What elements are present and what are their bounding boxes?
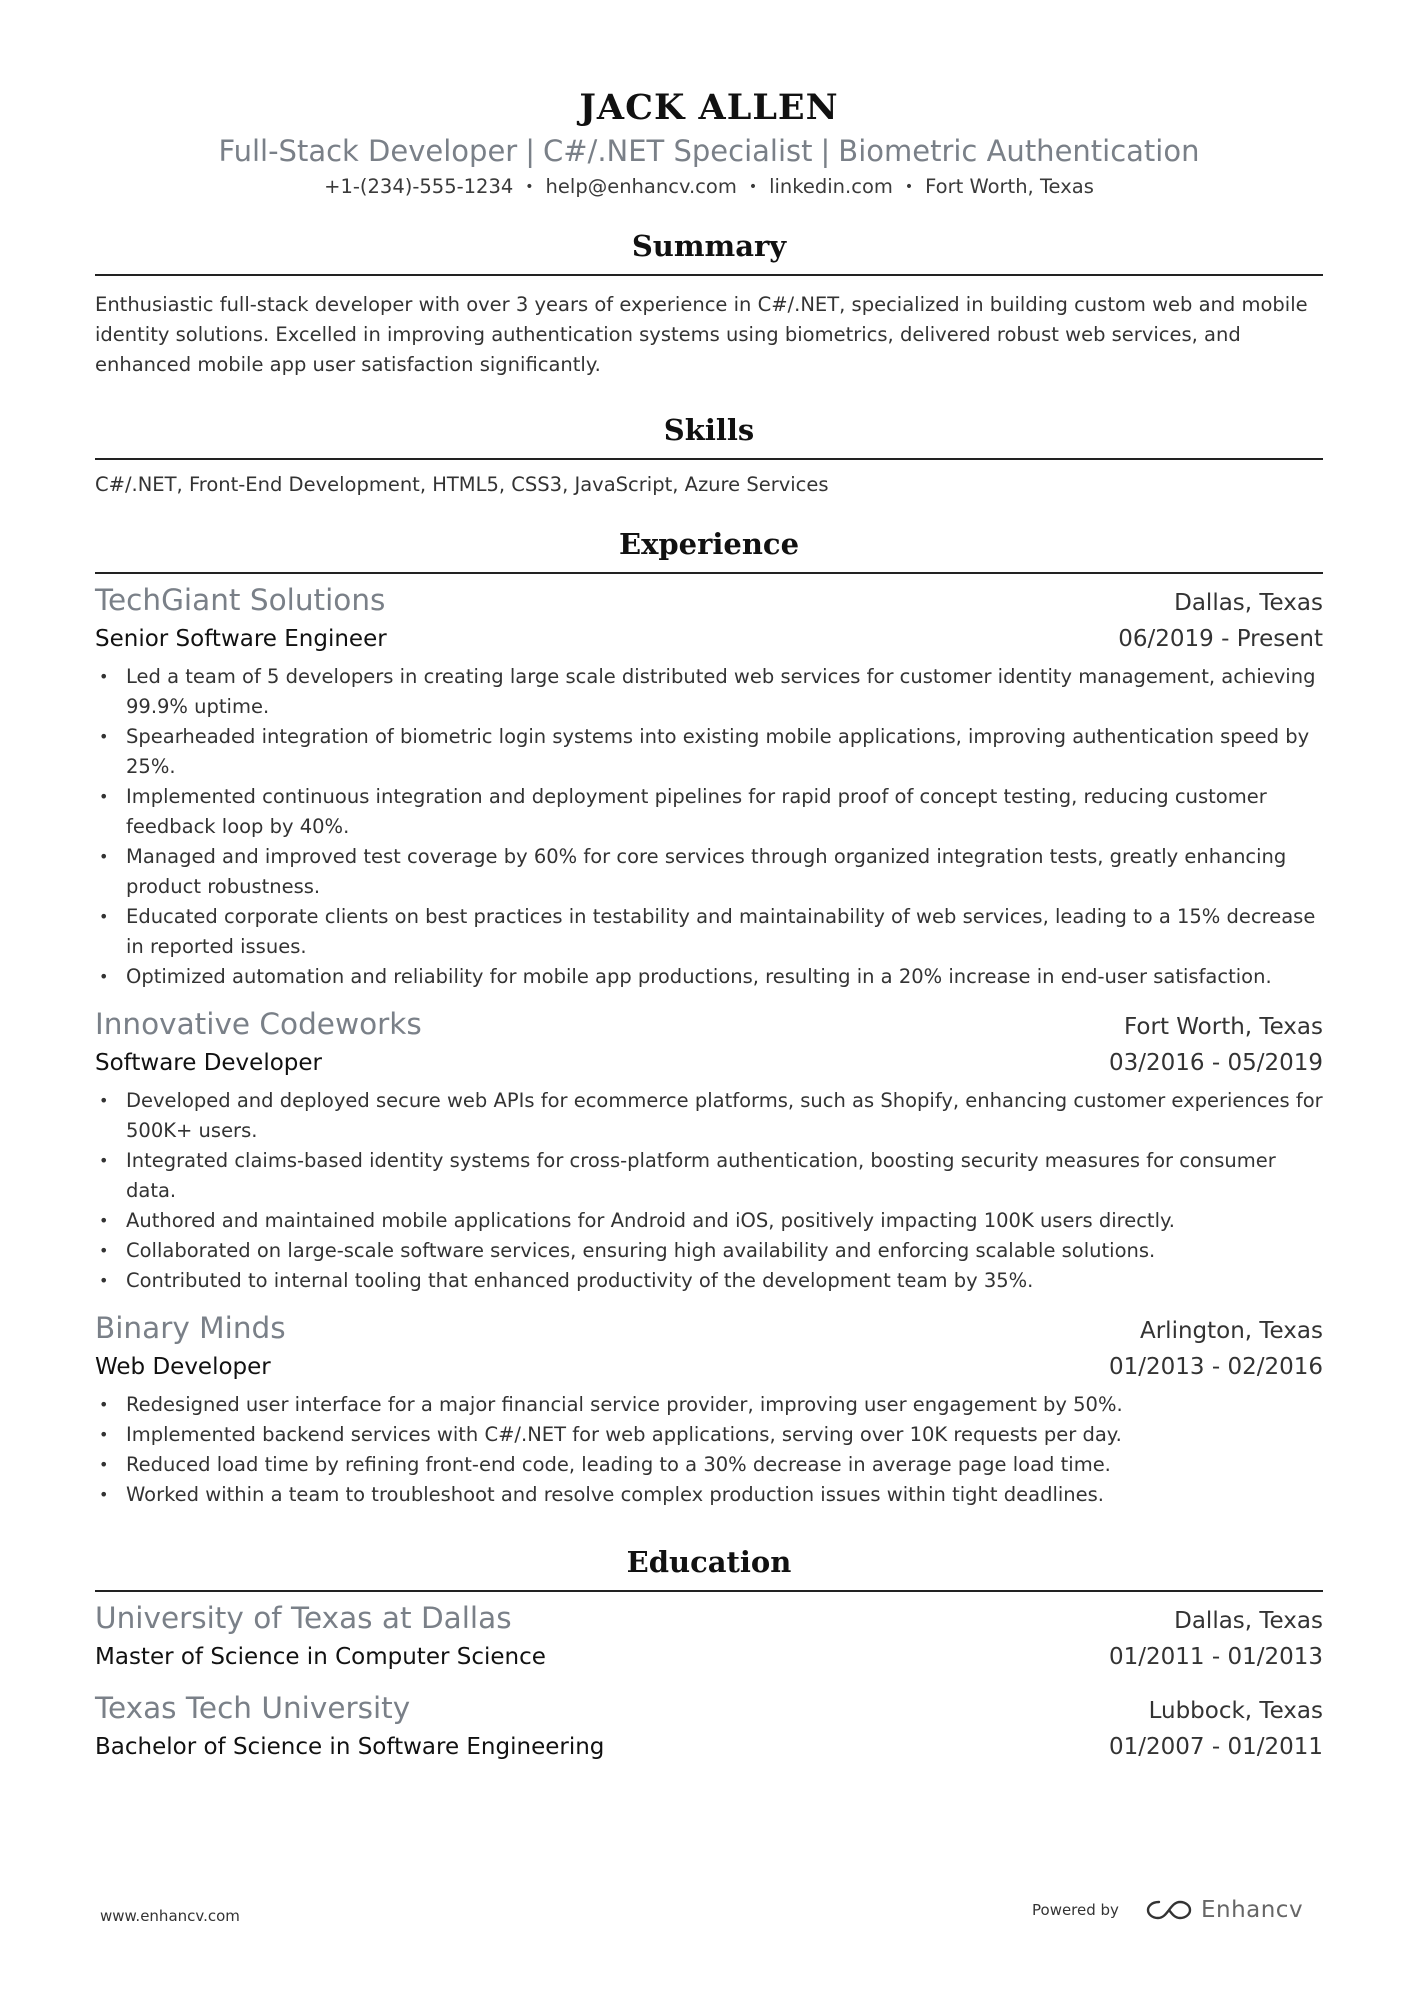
- job-dates: 06/2019 - Present: [1118, 626, 1323, 652]
- title-separator: |: [820, 134, 831, 168]
- title-part: Biometric Authentication: [838, 134, 1200, 168]
- contact-separator: •: [904, 179, 914, 195]
- education-dates: 01/2011 - 01/2013: [1108, 1644, 1323, 1670]
- job-role: Software Developer: [95, 1050, 322, 1076]
- footer-branding: [1032, 1897, 1303, 1923]
- company-name: Innovative Codeworks: [95, 1007, 422, 1041]
- brand-name: Enhancv: [1200, 1897, 1304, 1923]
- contact-separator: •: [525, 179, 534, 195]
- job-bullet: • Implemented continuous integration and deployment pipelines for rapid proof of concept testing, reducing customer feedback loop by 40%.: [95, 782, 1323, 842]
- degree: Bachelor of Science in Software Engineering: [95, 1734, 605, 1760]
- job-bullet: • Educated corporate clients on best practices in testability and maintainability of web services, leading to a 15% decrease in reported issues.: [95, 902, 1323, 962]
- skills-section: [95, 410, 1323, 500]
- title-part: C#/.NET Specialist: [543, 134, 813, 168]
- section-divider: [95, 274, 1323, 276]
- job-bullet: • Implemented backend services with C#/.NET for web applications, serving over 10K requests per day.: [95, 1420, 1323, 1450]
- contact-email[interactable]: help@enhancv.com: [545, 175, 737, 198]
- section-heading: Experience: [618, 527, 800, 561]
- job-bullet: • Optimized automation and reliability for mobile app productions, resulting in a 20% increase in end-user satisfaction.: [95, 962, 1323, 992]
- enhancv-logo-icon: [1145, 1897, 1193, 1923]
- contact-separator: •: [748, 179, 758, 195]
- degree: Master of Science in Computer Science: [95, 1644, 546, 1670]
- job-entry: [95, 1308, 1323, 1510]
- summary-section: [95, 226, 1323, 380]
- job-dates: 03/2016 - 05/2019: [1108, 1050, 1323, 1076]
- candidate-name: JACK ALLEN: [579, 87, 839, 128]
- job-entry: [95, 1004, 1323, 1296]
- title-part: Full-Stack Developer: [218, 134, 518, 168]
- job-location: Fort Worth, Texas: [1124, 1014, 1323, 1040]
- section-heading: Summary: [631, 229, 787, 263]
- job-dates: 01/2013 - 02/2016: [1108, 1354, 1323, 1380]
- school-location: Dallas, Texas: [1174, 1608, 1323, 1634]
- experience-section: [95, 524, 1323, 1510]
- contact-line: [95, 172, 1323, 204]
- footer-website[interactable]: www.enhancv.com: [100, 1907, 240, 1925]
- education-dates: 01/2007 - 01/2011: [1108, 1734, 1323, 1760]
- section-divider: [95, 572, 1323, 574]
- education-section: [95, 1542, 1323, 1766]
- contact-linkedin[interactable]: linkedin.com: [769, 175, 893, 198]
- job-bullets: [95, 1086, 1323, 1296]
- job-location: Arlington, Texas: [1139, 1318, 1323, 1344]
- company-name: Binary Minds: [95, 1311, 286, 1345]
- job-bullet: • Managed and improved test coverage by 60% for core services through organized integration tests, greatly enhancing product robustness.: [95, 842, 1323, 902]
- job-bullet: • Reduced load time by refining front-end code, leading to a 30% decrease in average page load time.: [95, 1450, 1323, 1480]
- job-bullet: • Authored and maintained mobile applications for Android and iOS, positively impacting 100K users directly.: [95, 1206, 1323, 1236]
- job-bullet: • Collaborated on large-scale software services, ensuring high availability and enforcing scalable solutions.: [95, 1236, 1323, 1266]
- company-name: TechGiant Solutions: [95, 583, 386, 617]
- job-bullets: [95, 662, 1323, 992]
- education-entry: [95, 1598, 1323, 1676]
- job-bullet: • Redesigned user interface for a major financial service provider, improving user engagement by 50%.: [95, 1390, 1323, 1420]
- education-entry: [95, 1688, 1323, 1766]
- job-entry: [95, 580, 1323, 992]
- summary-text: Enthusiastic full-stack developer with over 3 years of experience in C#/.NET, specialized in building custom web and mobile identity solutions. Excelled in improving authentication systems using biometrics, delivered robust web services, and enhanced mobile app user satisfaction significantly.: [95, 293, 1308, 376]
- job-bullet: • Spearheaded integration of biometric login systems into existing mobile applications, improving authentication speed by 25%.: [95, 722, 1323, 782]
- section-heading: Skills: [663, 413, 755, 447]
- section-heading: Education: [626, 1545, 792, 1579]
- candidate-title: [95, 130, 1323, 172]
- resume-header: [95, 0, 1323, 204]
- job-bullet: • Developed and deployed secure web APIs for ecommerce platforms, such as Shopify, enhancing customer experiences for 500K+ users.: [95, 1086, 1323, 1146]
- job-role: Senior Software Engineer: [95, 626, 387, 652]
- school-location: Lubbock, Texas: [1148, 1698, 1323, 1724]
- skills-text: C#/.NET, Front-End Development, HTML5, CSS3, JavaScript, Azure Services: [95, 473, 829, 496]
- job-bullet: • Integrated claims-based identity systems for cross-platform authentication, boosting security measures for consumer data.: [95, 1146, 1323, 1206]
- resume-page: [95, 0, 1323, 1766]
- contact-location: Fort Worth, Texas: [925, 175, 1094, 198]
- job-location: Dallas, Texas: [1174, 590, 1323, 616]
- job-bullets: [95, 1390, 1323, 1510]
- section-divider: [95, 1590, 1323, 1592]
- job-role: Web Developer: [95, 1354, 271, 1380]
- contact-phone: +1-(234)-555-1234: [324, 175, 514, 198]
- powered-by-label: Powered by: [1032, 1901, 1119, 1919]
- section-divider: [95, 458, 1323, 460]
- school-name: University of Texas at Dallas: [95, 1601, 512, 1635]
- school-name: Texas Tech University: [95, 1691, 411, 1725]
- job-bullet: • Contributed to internal tooling that enhanced productivity of the development team by 35%.: [95, 1266, 1323, 1296]
- job-bullet: • Led a team of 5 developers in creating large scale distributed web services for customer identity management, achieving 99.9% uptime.: [95, 662, 1323, 722]
- job-bullet: • Worked within a team to troubleshoot and resolve complex production issues within tight deadlines.: [95, 1480, 1323, 1510]
- title-separator: |: [525, 134, 535, 168]
